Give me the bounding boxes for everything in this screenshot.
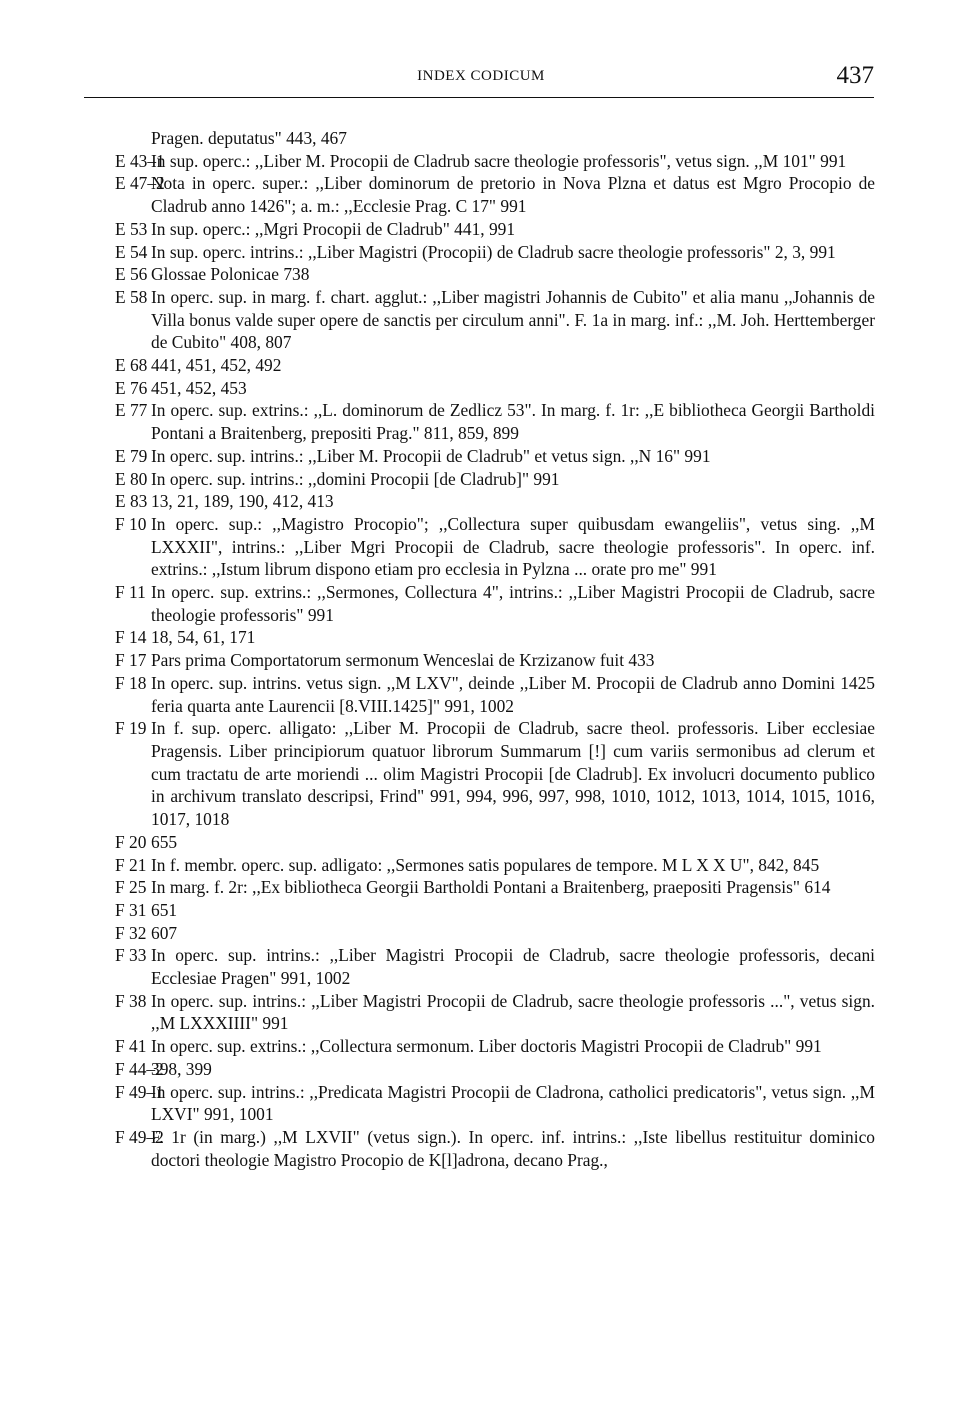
codex-signature: F 20 (115, 831, 147, 852)
entry-text: In operc. sup. in marg. f. chart. agglut.: ,,Liber magistri Johannis de Cubito" et alia manu ,,Johannis de Villa bonus valde super opere de sanctis per circulum anni". F. 1a in marg. inf.: ,,M. Joh. Herttemberger de Cubito" 408, 807 (151, 286, 875, 353)
codex-signature: E 76 (115, 377, 148, 398)
index-entry (115, 831, 875, 854)
entry-text: In f. sup. operc. alligato: ,,Liber M. Procopii de Cladrub, sacre theol. professoris. Liber ecclesiae Pragensis. Liber principiorum quatuor librorum Summarum [!] cum variis sermonibus ad clerum et cum tractatu de arte moriendi ... olim Magistri Procopii [de Cladrub]. Ex involucri documento publico in archivum translato descripsi, Frind" 991, 994, 996, 997, 998, 1010, 1012, 1013, 1014, 1015, 1016, 1017, 1018 (151, 718, 875, 830)
entry-text: Pragen. deputatus" 443, 467 (151, 128, 347, 148)
codex-signature: E 53 (115, 218, 148, 239)
index-entry (115, 717, 875, 831)
entry-text: 607 (151, 922, 178, 943)
entry-text: In operc. sup. intrins.: ,,Predicata Magistri Procopii de Cladrona, catholici predicatoris", vetus sign. ,,M LXVI" 991, 1001 (151, 1081, 875, 1125)
index-entry (115, 1035, 875, 1058)
index-entry (115, 626, 875, 649)
codex-signature: F 10 (115, 513, 147, 534)
index-entry (115, 377, 875, 400)
index-entry (115, 899, 875, 922)
codex-signature: E 77 (115, 400, 148, 421)
codex-signature: E 83 (115, 491, 148, 512)
entry-text: In f. membr. operc. sup. adligato: ,,Sermones satis populares de tempore. M L X X U", 842, 845 (151, 854, 820, 875)
entry-text: Glossae Polonicae 738 (151, 264, 310, 285)
entry-text: 655 (151, 831, 178, 852)
index-entry (115, 581, 875, 626)
entry-text: 18, 54, 61, 171 (151, 627, 256, 648)
index-entry (115, 263, 875, 286)
index-entry (115, 218, 875, 241)
codex-signature: F 18 (115, 672, 147, 693)
entry-text: In operc. sup. extrins.: ,,Sermones, Collectura 4", intrins.: ,,Liber Magistri Procopii de Cladrub, sacre theologie professoris" 991 (151, 582, 875, 625)
entry-text: 13, 21, 189, 190, 412, 413 (151, 491, 334, 512)
codex-signature: F 41 (115, 1036, 147, 1057)
codex-signature: F 21 (115, 854, 147, 875)
page-number: 437 (836, 62, 874, 89)
index-entries (115, 127, 875, 1171)
entry-text: In marg. f. 2r: ,,Ex bibliotheca Georgii Bartholdi Pontani a Braitenberg, praepositi Pragensis" 614 (151, 877, 831, 898)
entry-text: In operc. sup. intrins.: ,,Liber Magistri Procopii de Cladrub, sacre theologie professoris ...", vetus sign. ,,M LXXXIIII" 991 (151, 990, 875, 1034)
header-rule (84, 97, 874, 98)
entry-text: In sup. operc. intrins.: ,,Liber Magistri (Procopii) de Cladrub sacre theologie professoris" 2, 3, 991 (151, 241, 836, 262)
codex-signature: E 68 (115, 355, 148, 376)
index-entry (115, 1081, 875, 1126)
index-entry (115, 490, 875, 513)
index-entry (115, 354, 875, 377)
entry-text: In operc. sup. intrins.: ,,Liber M. Procopii de Cladrub" et vetus sign. ,,N 16" 991 (151, 445, 711, 466)
entry-text: 441, 451, 452, 492 (151, 355, 282, 376)
index-entry (115, 672, 875, 717)
entry-text: In sup. operc.: ,,Mgri Procopii de Cladrub" 441, 991 (151, 218, 516, 239)
index-entry (115, 1058, 875, 1081)
codex-signature: F 44–2 (115, 1058, 164, 1079)
index-entry (115, 854, 875, 877)
codex-signature: E 79 (115, 445, 148, 466)
entry-text: In operc. sup. extrins.: ,,L. dominorum de Zedlicz 53". In marg. f. 1r: ,,E bibliotheca Georgii Bartholdi Pontani a Braitenberg, prepositi Prag." 811, 859, 899 (151, 400, 875, 444)
index-entry (115, 876, 875, 899)
codex-signature: E 58 (115, 286, 148, 307)
entry-text: In operc. sup. intrins.: ,,domini Procopii [de Cladrub]" 991 (151, 468, 560, 489)
codex-signature: E 54 (115, 241, 148, 262)
index-entry (115, 944, 875, 989)
codex-signature: E 80 (115, 468, 148, 489)
entry-text: In operc. sup. extrins.: ,,Collectura sermonum. Liber doctoris Magistri Procopii de Cladrub" 991 (151, 1036, 822, 1057)
running-head: INDEX CODICUM (417, 68, 545, 84)
page-header (84, 62, 878, 96)
index-entry (115, 649, 875, 672)
codex-signature: E 56 (115, 264, 148, 285)
entry-text: F. 1r (in marg.) ,,M LXVII" (vetus sign.). In operc. inf. intrins.: ,,Iste libellus restituitur dominico doctori theologie Magistro Procopio de K[l]adrona, decano Prag., (151, 1126, 875, 1170)
entry-text: In operc. sup. intrins.: ,,Liber Magistri Procopii de Cladrub, sacre theologie professoris, decani Ecclesiae Pragen" 991, 1002 (151, 945, 875, 989)
index-entry (115, 127, 875, 150)
entry-text: In operc. sup.: ,,Magistro Procopio"; ,,Collectura super quibusdam ewangeliis", vetus sing. ,,M LXXXII", intrins.: ,,Liber Mgri Procopii de Cladrub, sacre theologie professoris". In operc. inf. extrins.: ,,Istum librum dispono etiam pro ecclesia in Pylzna ... orate pro me" 991 (151, 513, 875, 580)
entry-text: 398, 399 (151, 1058, 212, 1079)
index-entry (115, 445, 875, 468)
index-entry (115, 241, 875, 264)
codex-signature: F 19 (115, 718, 147, 739)
entry-text: 451, 452, 453 (151, 377, 247, 398)
codex-signature: F 17 (115, 650, 147, 671)
index-entry (115, 172, 875, 217)
codex-signature: F 14 (115, 627, 147, 648)
index-entry (115, 150, 875, 173)
codex-signature: E 47–2 (115, 173, 165, 194)
codex-signature: F 49–1 (115, 1081, 164, 1102)
entry-text: In operc. sup. intrins. vetus sign. ,,M LXV", deinde ,,Liber M. Procopii de Cladrub anno Domini 1425 feria quarta ante Laurencii [8.VIII.1425]" 991, 1002 (151, 672, 875, 716)
codex-signature: E 43–1 (115, 150, 165, 171)
entry-text: Nota in operc. super.: ,,Liber dominorum de pretorio in Nova Plzna et datus est Mgro Procopio de Cladrub anno 1426"; a. m.: ,,Ecclesie Prag. C 17" 991 (151, 173, 875, 217)
index-entry (115, 468, 875, 491)
index-entry (115, 513, 875, 581)
index-entry (115, 1126, 875, 1171)
entry-text: Pars prima Comportatorum sermonum Wenceslai de Krzizanow fuit 433 (151, 650, 655, 671)
index-entry (115, 399, 875, 444)
codex-signature: F 38 (115, 990, 147, 1011)
codex-signature: F 11 (115, 582, 146, 603)
index-entry (115, 286, 875, 354)
codex-signature: F 32 (115, 922, 147, 943)
index-entry (115, 990, 875, 1035)
entry-text: In sup. operc.: ,,Liber M. Procopii de Cladrub sacre theologie professoris", vetus sign. ,,M 101" 991 (151, 150, 847, 171)
index-entry (115, 922, 875, 945)
codex-signature: F 31 (115, 899, 147, 920)
codex-signature: F 33 (115, 945, 147, 966)
codex-signature: F 49–2 (115, 1126, 164, 1147)
entry-text: 651 (151, 899, 178, 920)
codex-signature: F 25 (115, 877, 147, 898)
